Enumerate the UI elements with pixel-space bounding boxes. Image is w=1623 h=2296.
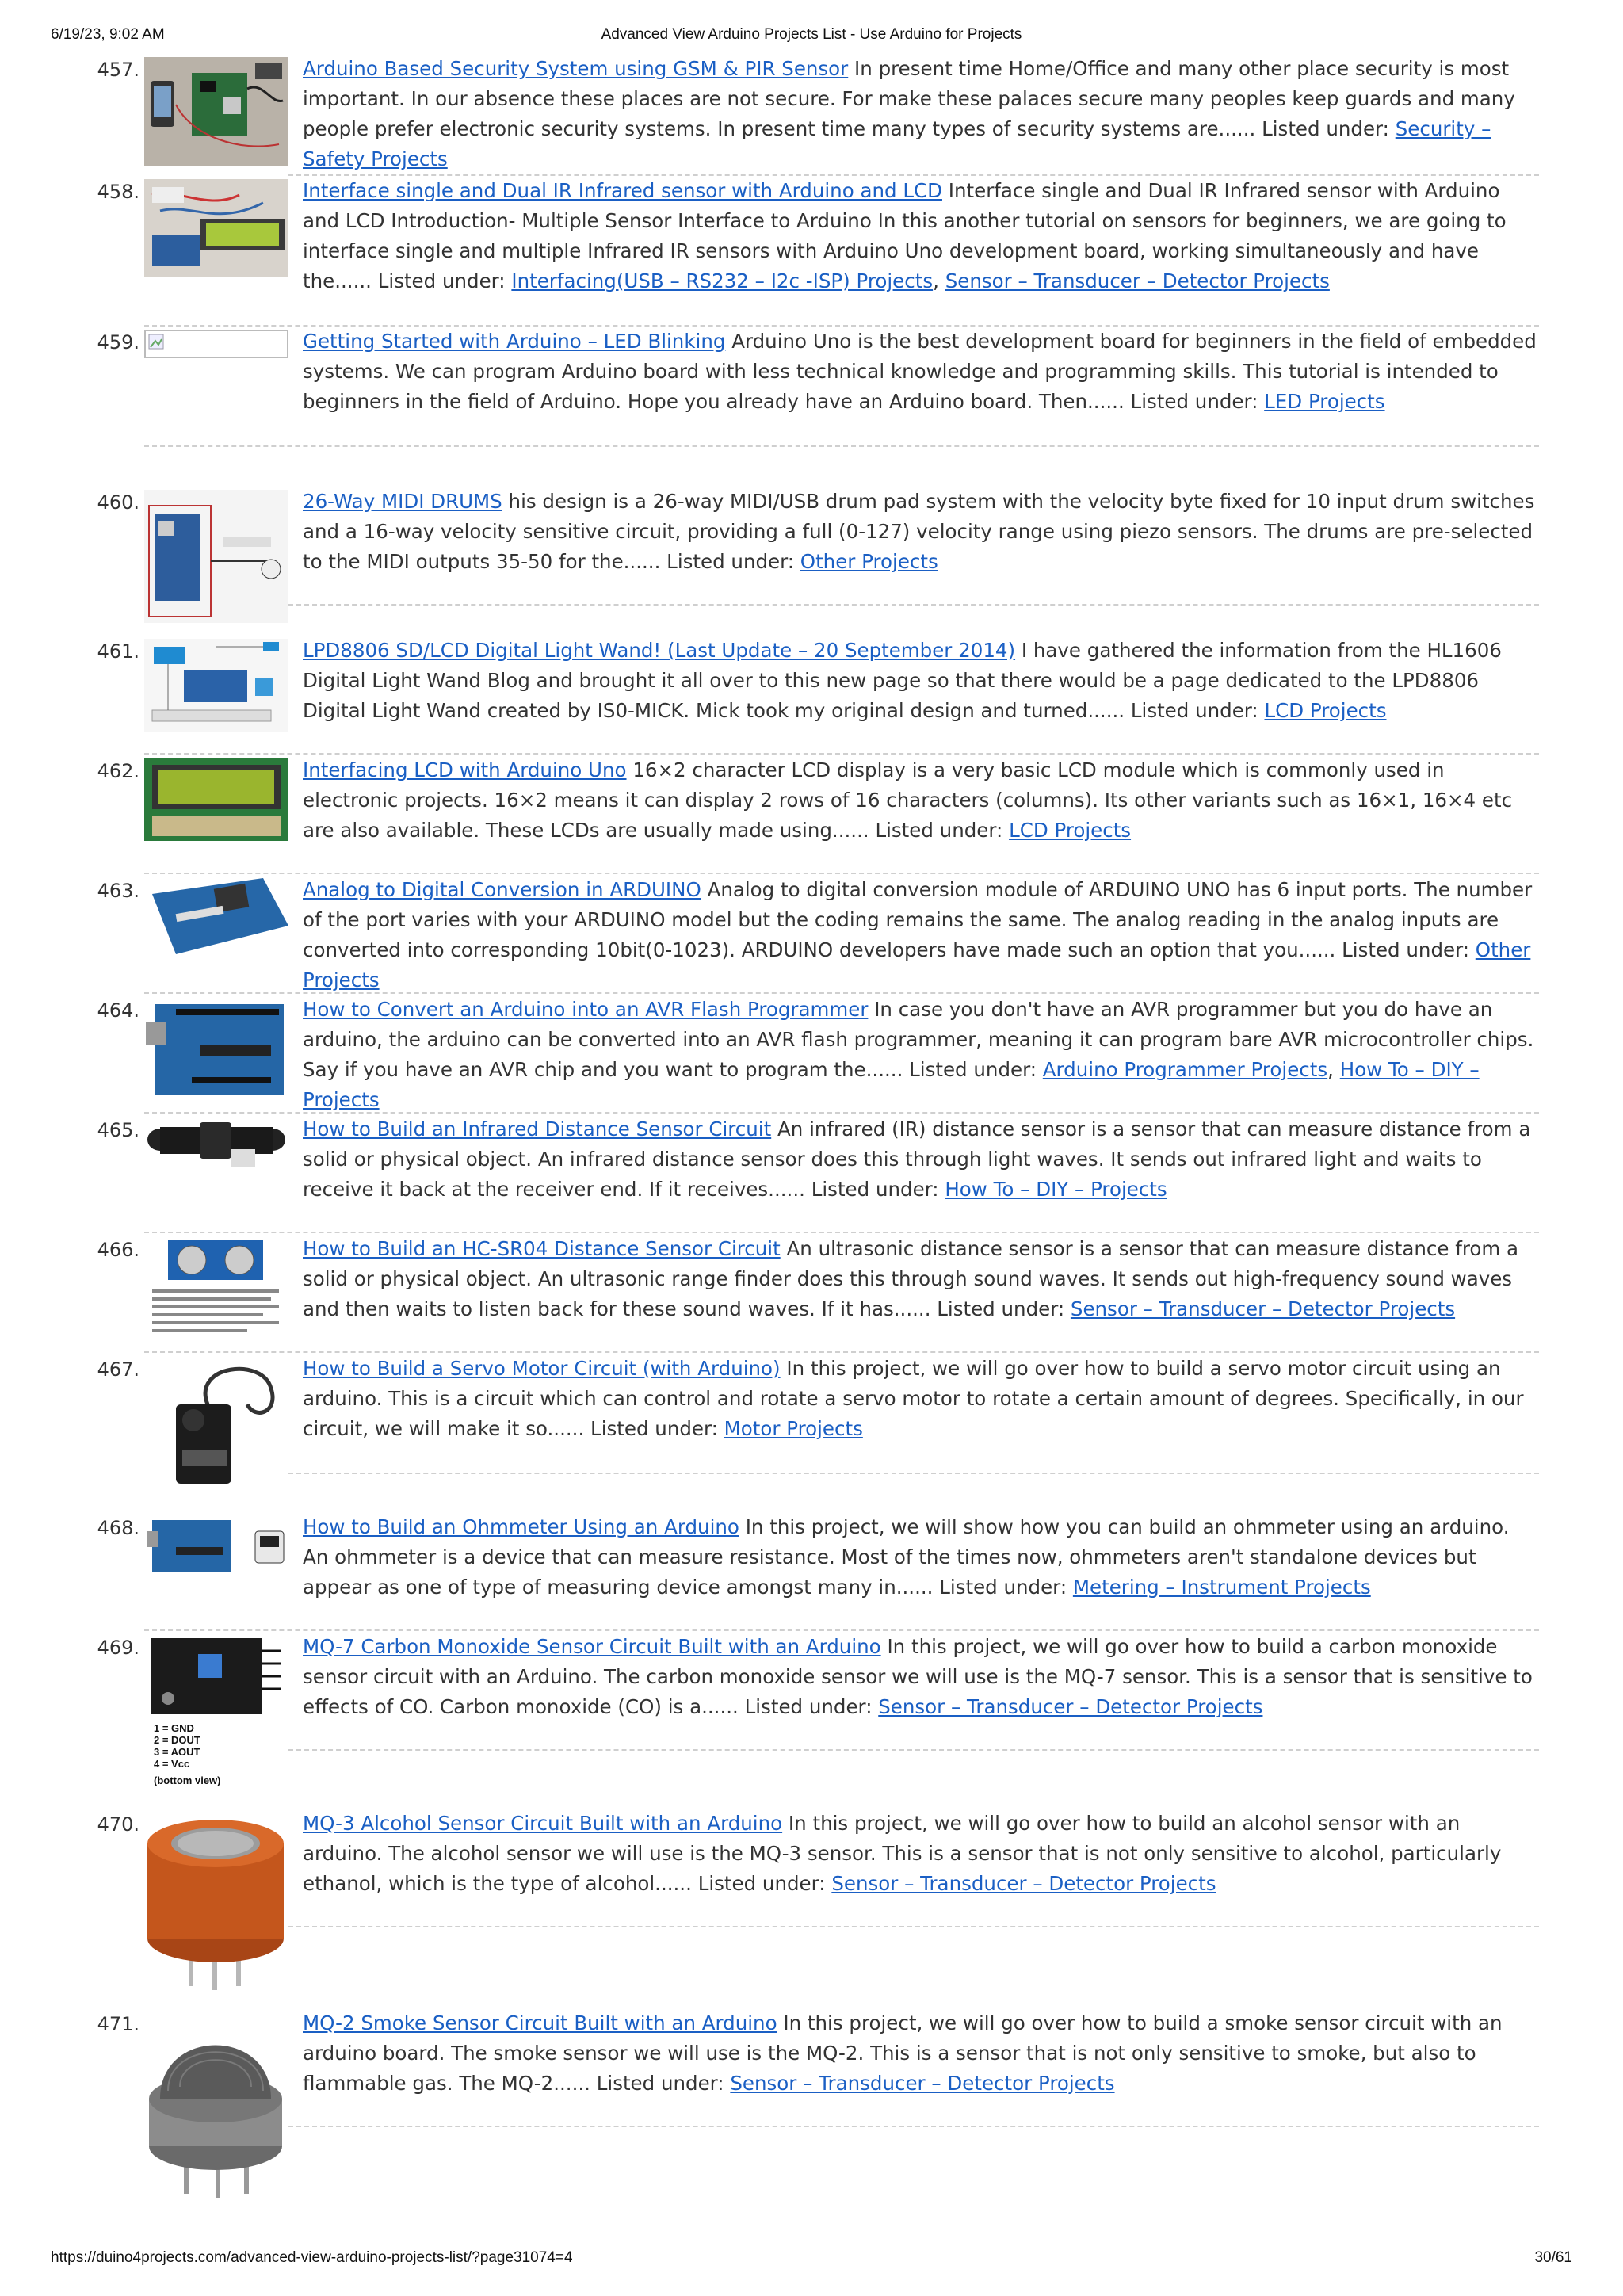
listed-under-label: Listed under: <box>744 1695 873 1718</box>
item-title-link[interactable]: MQ-2 Smoke Sensor Circuit Built with an Arduino <box>303 2011 777 2034</box>
item-divider <box>144 873 1539 874</box>
item-description: Arduino Uno is the best development board for beginners in the field of embedded systems. We can program Arduino board with less technical knowledge and programming skills. This tutorial is intended to beginners in the field of Arduino. Hope you already have an Arduino board. Then...... <box>303 330 1537 413</box>
category-link[interactable]: How To – DIY – Projects <box>303 1058 1480 1111</box>
listed-under-label: Listed under: <box>939 1576 1067 1599</box>
item-number: 471. <box>97 2013 139 2035</box>
print-page-title: Advanced View Arduino Projects List - Use Arduino for Projects <box>601 26 1022 43</box>
item-thumbnail[interactable] <box>144 1812 288 1994</box>
item-title-link[interactable]: MQ-3 Alcohol Sensor Circuit Built with an Arduino <box>303 1812 783 1835</box>
page-number: 30/61 <box>1534 2249 1572 2266</box>
item-text: How to Convert an Arduino into an AVR Flash Programmer In case you don't have an AVR programmer but you do have an arduino, the arduino can be converted into an AVR flash programmer, meaning it can program bare AVR microcontroller chips. Say if you have an AVR chip and you want to program the...... Listed under: Arduino Programmer Projects, How To – DIY – Projects <box>303 998 1534 1111</box>
item-divider <box>288 1473 1539 1474</box>
item-thumbnail[interactable] <box>144 1635 288 1794</box>
item-number: 462. <box>97 760 139 782</box>
item-title-link[interactable]: How to Build an Infrared Distance Sensor Circuit <box>303 1117 772 1140</box>
listed-under-label: Listed under: <box>1130 699 1258 722</box>
item-thumbnail[interactable] <box>144 639 288 732</box>
item-thumbnail[interactable] <box>144 878 288 954</box>
category-link[interactable]: Arduino Programmer Projects <box>1042 1058 1328 1081</box>
item-text <box>303 1632 1539 1722</box>
category-link[interactable]: Sensor – Transducer – Detector Projects <box>878 1695 1263 1718</box>
item-thumbnail[interactable] <box>144 2011 288 2202</box>
listed-under-label: Listed under: <box>596 2072 724 2095</box>
item-description: An infrared (IR) distance sensor is a sensor that can measure distance from a solid or physical object. An infrared distance sensor does this through light waves. It sends out infrared light and waits to receive it back at the receiver end. If it receives...... <box>303 1117 1531 1201</box>
item-number: 469. <box>97 1637 139 1659</box>
item-title-link[interactable]: How to Build an HC-SR04 Distance Sensor Circuit <box>303 1237 781 1260</box>
item-text <box>303 1512 1539 1603</box>
listed-under-label: Listed under: <box>1262 117 1389 140</box>
item-title-link[interactable]: MQ-7 Carbon Monoxide Sensor Circuit Built with an Arduino <box>303 1635 881 1658</box>
item-thumbnail[interactable] <box>144 1515 288 1577</box>
print-url: https://duino4projects.com/advanced-view-arduino-projects-list/?page31074=4 <box>51 2249 573 2266</box>
item-description: In this project, we will go over how to build a carbon monoxide sensor circuit with an Arduino. The carbon monoxide sensor we will use is the MQ-7 sensor. This is a sensor that is sensitive to effects of CO. Carbon monoxide (CO) is a...... <box>303 1635 1533 1718</box>
item-title-link[interactable]: Arduino Based Security System using GSM & PIR Sensor <box>303 57 849 80</box>
item-number: 457. <box>97 59 139 81</box>
item-text <box>303 487 1539 577</box>
category-link[interactable]: Other Projects <box>800 550 938 573</box>
item-number: 468. <box>97 1517 139 1539</box>
item-title-link[interactable]: Interfacing LCD with Arduino Uno <box>303 758 627 781</box>
item-description: his design is a 26-way MIDI/USB drum pad system with the velocity byte fixed for 10 input drum switches and a 16-way velocity sensitive circuit, providing a full (0-127) velocity range using piezo sensors. The drums are pre-selected to the MIDI outputs 35-50 for the...... <box>303 490 1535 573</box>
item-description: 16×2 character LCD display is a very basic LCD module which is commonly used in electronic projects. 16×2 means it can display 2 rows of 16 characters (columns). Its other variants such as 16×1, 16×4 etc are also available. These LCDs are usually made using...... <box>303 758 1513 842</box>
item-divider <box>144 1351 1539 1353</box>
item-number: 467. <box>97 1358 139 1381</box>
item-text <box>303 327 1539 417</box>
item-description: In this project, we will go over how to build a servo motor circuit using an arduino. This is a circuit which can control and rotate a servo motor to rotate a certain amount of degrees. Specifically, in our circuit, we will make it so...... <box>303 1357 1524 1440</box>
item-number: 463. <box>97 880 139 902</box>
category-link[interactable]: Other Projects <box>303 938 1531 991</box>
item-description: In this project, we will show how you can build an ohmmeter using an arduino. An ohmmeter is a device that can measure resistance. Most of the times now, ohmmeters aren't standalone devices but appear as one of type of measuring device amongst many in...... <box>303 1515 1510 1599</box>
listed-under-label: Listed under: <box>937 1297 1065 1320</box>
category-link[interactable]: LED Projects <box>1264 390 1385 413</box>
item-text <box>303 1809 1539 1899</box>
category-link[interactable]: Security – Safety Projects <box>303 117 1491 170</box>
listed-under-label: Listed under: <box>697 1872 826 1895</box>
category-link[interactable]: LCD Projects <box>1009 819 1132 842</box>
item-text <box>303 875 1539 995</box>
item-title-link[interactable]: Interface single and Dual IR Infrared sensor with Arduino and LCD <box>303 179 942 202</box>
item-description: Interface single and Dual IR Infrared sensor with Arduino and LCD Introduction- Multiple Sensor Interface to Arduino In this another tutorial on sensors for beginners, we are going to interface single and multiple Infrared IR sensors with Arduino Uno development board, working simultaneously and have the...... <box>303 179 1507 292</box>
item-text <box>303 636 1539 726</box>
item-title-link[interactable]: Analog to Digital Conversion in ARDUINO <box>303 878 701 901</box>
listed-under-label: Listed under: <box>590 1417 718 1440</box>
listed-under-label: Listed under: <box>377 269 506 292</box>
item-divider <box>144 1629 1539 1631</box>
item-divider <box>288 1926 1539 1927</box>
item-title-link[interactable]: LPD8806 SD/LCD Digital Light Wand! (Last Update – 20 September 2014) <box>303 639 1016 662</box>
listed-under-label: Listed under: <box>1342 938 1469 961</box>
item-description: In this project, we will go over how to build an alcohol sensor with an arduino. The alcohol sensor we will use is the MQ-3 sensor. This is a sensor that is not only sensitive to alcohol, particularly ethanol, which is the type of alcohol...... <box>303 1812 1502 1895</box>
listed-under-label: Listed under: <box>666 550 794 573</box>
item-divider <box>144 1232 1539 1233</box>
item-number: 461. <box>97 640 139 663</box>
item-description: I have gathered the information from the HL1606 Digital Light Wand Blog and brought it all over to this new page so that there would be a page dedicated to the LPD8806 Digital Light Wand created by IS0-MICK. Mick took my original design and turned...... <box>303 639 1502 722</box>
item-text <box>303 755 1539 846</box>
category-link[interactable]: How To – DIY – Projects <box>945 1178 1167 1201</box>
item-thumbnail[interactable] <box>144 1357 288 1492</box>
print-datetime: 6/19/23, 9:02 AM <box>51 26 165 43</box>
category-link[interactable]: Metering – Instrument Projects <box>1072 1576 1371 1599</box>
item-thumbnail[interactable] <box>144 179 288 277</box>
item-text: Interface single and Dual IR Infrared sensor with Arduino and LCD Interface single and Dual IR Infrared sensor with Arduino and LCD Introduction- Multiple Sensor Interface to Arduino In this another tutorial on sensors for beginners, we are going to interface single and multiple Infrared IR sensors with Arduino Uno development board, working simultaneously and have the...... Listed under: Interfacing(USB – RS232 – I2c -ISP) Projects, Sensor – Transducer – Detector Projects <box>303 179 1507 292</box>
item-text <box>303 1354 1539 1444</box>
item-thumbnail[interactable] <box>144 1237 288 1340</box>
item-divider <box>144 992 1539 994</box>
item-text <box>303 1114 1539 1205</box>
pinout-legend: 1 = GND 2 = DOUT 3 = AOUT 4 = Vcc (bottom view) <box>154 1722 221 1786</box>
item-thumbnail[interactable] <box>144 490 288 623</box>
item-thumbnail[interactable] <box>144 758 288 841</box>
item-number: 458. <box>97 181 139 203</box>
item-number: 464. <box>97 999 139 1022</box>
category-link[interactable]: Motor Projects <box>724 1417 863 1440</box>
item-description: In this project, we will go over how to build a smoke sensor circuit with an arduino board. The smoke sensor we will use is the MQ-2. This is a sensor that is not only sensitive to smoke, but also to flammable gas. The MQ-2...... <box>303 2011 1503 2095</box>
item-number: 460. <box>97 491 139 514</box>
item-description: In case you don't have an AVR programmer but you do have an arduino, the arduino can be converted into an AVR flash programmer, meaning it can program bare AVR microcontroller chips. Say if you have an AVR chip and you want to program the...... <box>303 998 1534 1081</box>
item-thumbnail[interactable] <box>144 1117 288 1168</box>
item-thumbnail[interactable] <box>144 330 288 358</box>
category-link[interactable]: Sensor – Transducer – Detector Projects <box>730 2072 1115 2095</box>
listed-under-label: Listed under: <box>1130 390 1258 413</box>
category-link[interactable]: Sensor – Transducer – Detector Projects <box>945 269 1330 292</box>
listed-under-label: Listed under: <box>811 1178 939 1201</box>
item-number: 466. <box>97 1239 139 1261</box>
item-text <box>303 54 1539 174</box>
item-title-link[interactable]: How to Build an Ohmmeter Using an Arduino <box>303 1515 739 1538</box>
category-link[interactable]: Sensor – Transducer – Detector Projects <box>831 1872 1216 1895</box>
item-thumbnail[interactable] <box>144 998 288 1099</box>
print-header <box>0 26 1623 48</box>
item-divider <box>288 2126 1539 2127</box>
print-footer <box>0 2249 1623 2271</box>
category-link[interactable]: Interfacing(USB – RS232 – I2c -ISP) Projects <box>511 269 934 292</box>
item-divider <box>288 604 1539 606</box>
item-number: 459. <box>97 331 139 353</box>
item-description: An ultrasonic distance sensor is a sensor that can measure distance from a solid or physical object. An ultrasonic range finder does this through sound waves. It sends out high-frequency sound waves and then waits to listen back for these sound waves. If it has...... <box>303 1237 1519 1320</box>
item-number: 470. <box>97 1813 139 1836</box>
item-divider <box>288 1749 1539 1751</box>
category-link[interactable]: LCD Projects <box>1264 699 1387 722</box>
item-description: Analog to digital conversion module of ARDUINO UNO has 6 input ports. The number of the port varies with your ARDUINO model but the coding remains the same. The analog reading in the analog inputs are converted into corresponding 10bit(0-1023). ARDUINO developers have made such an option that you...... <box>303 878 1533 961</box>
item-thumbnail[interactable] <box>144 57 288 166</box>
listed-under-label: Listed under: <box>909 1058 1037 1081</box>
category-link[interactable]: Sensor – Transducer – Detector Projects <box>1070 1297 1456 1320</box>
item-divider <box>144 1112 1539 1114</box>
item-text <box>303 2008 1539 2099</box>
item-text <box>303 1234 1539 1324</box>
item-description: In present time Home/Office and many other place security is most important. In our absence these places are not secure. For make these palaces secure many peoples keep guards and many people prefer electronic security systems. In present time many types of security systems are...... <box>303 57 1515 140</box>
item-title-link[interactable]: 26-Way MIDI DRUMS <box>303 490 502 513</box>
item-divider <box>144 753 1539 755</box>
item-title-link[interactable]: How to Build a Servo Motor Circuit (with Arduino) <box>303 1357 781 1380</box>
listed-under-label: Listed under: <box>875 819 1003 842</box>
item-title-link[interactable]: Getting Started with Arduino – LED Blinking <box>303 330 726 353</box>
item-number: 465. <box>97 1119 139 1141</box>
item-title-link[interactable]: How to Convert an Arduino into an AVR Flash Programmer <box>303 998 869 1021</box>
item-divider <box>144 445 1539 447</box>
